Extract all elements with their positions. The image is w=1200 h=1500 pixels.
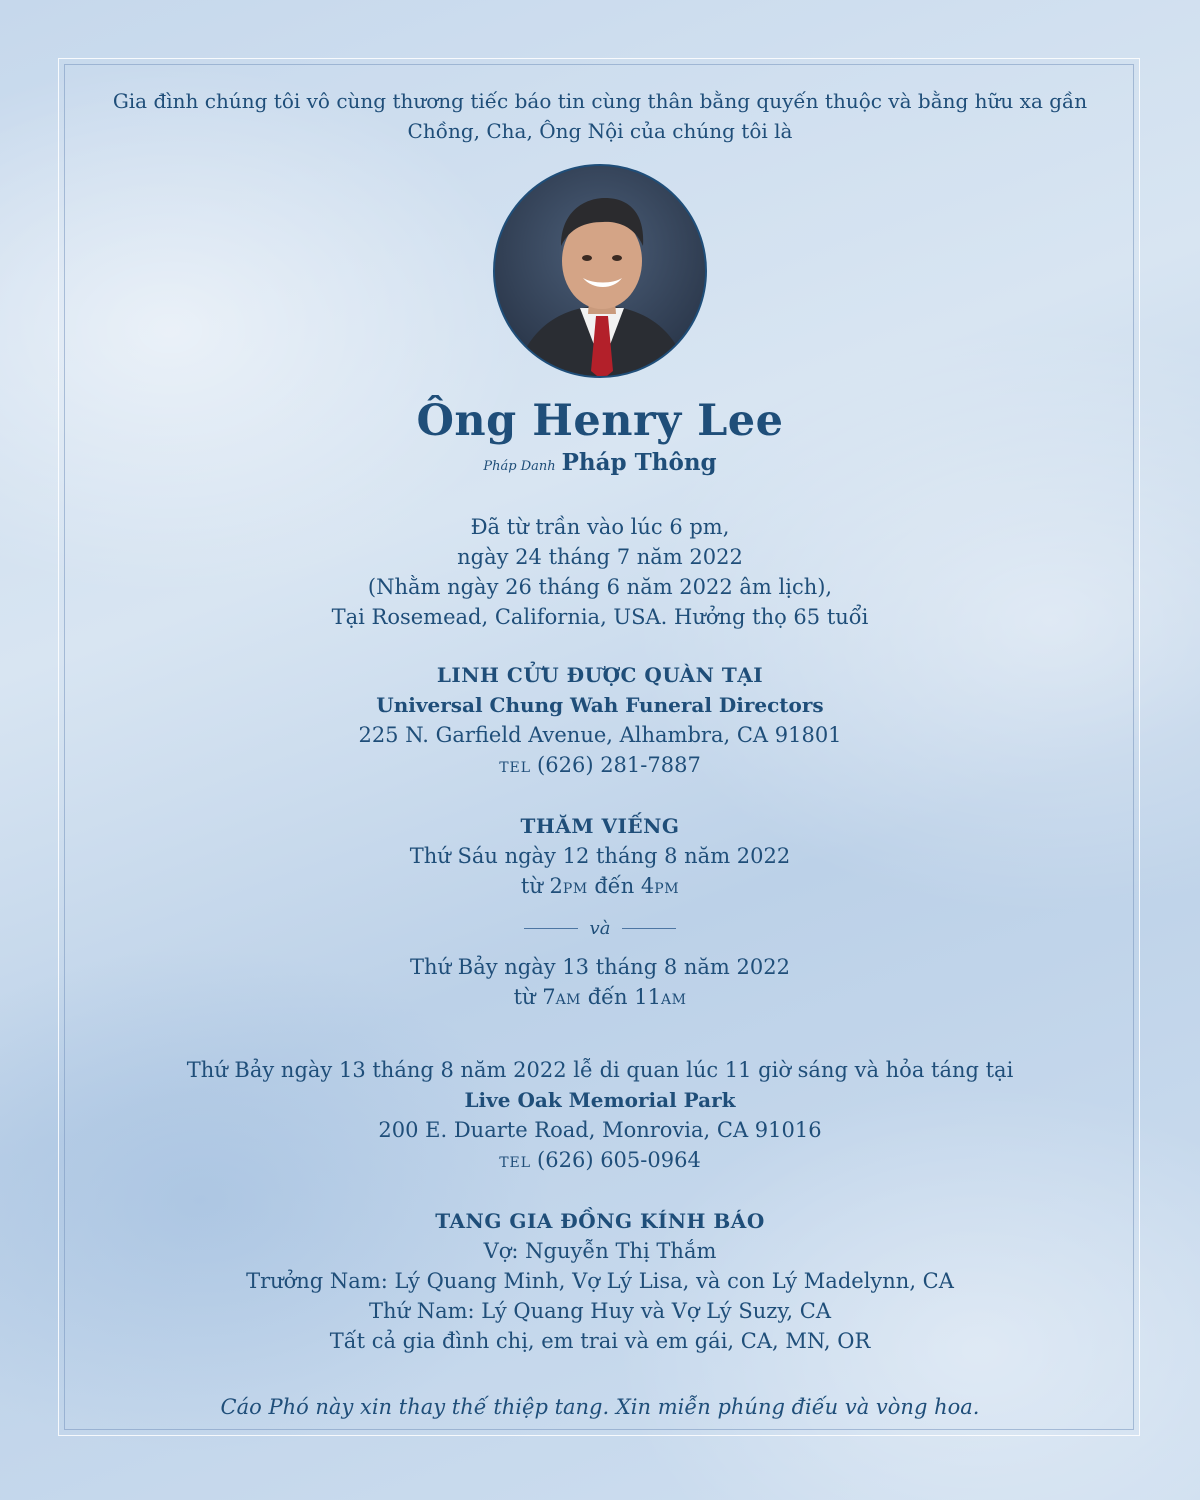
- visitation-day-2: Thứ Bảy ngày 13 tháng 8 năm 2022: [410, 955, 790, 979]
- cremation-tel-label: TEL: [499, 1155, 532, 1171]
- time-2-to-unit: AM: [660, 992, 687, 1008]
- dharma-name: [64, 448, 1136, 482]
- lying-in-state: [64, 660, 1136, 783]
- passing-line-4: Tại Rosemead, California, USA. Hưởng thọ 65 tuổi: [331, 605, 869, 629]
- visitation: [64, 811, 1136, 1015]
- passing-line-1: Đã từ trần vào lúc 6 pm,: [470, 515, 730, 539]
- family-announcement: [64, 1206, 1136, 1356]
- lying-address: 225 N. Garfield Avenue, Alhambra, CA 91801: [358, 723, 842, 747]
- time-1-to-unit: PM: [654, 881, 680, 897]
- family-member: Tất cả gia đình chị, em trai và em gái, CA, MN, OR: [329, 1329, 871, 1353]
- passing-line-2: ngày 24 tháng 7 năm 2022: [457, 545, 743, 569]
- closing-note: Cáo Phó này xin thay thế thiệp tang. Xin miễn phúng điếu và vòng hoa.: [220, 1395, 980, 1419]
- passing-line-3: (Nhằm ngày 26 tháng 6 năm 2022 âm lịch),: [367, 575, 833, 599]
- and-word: và: [589, 917, 611, 939]
- cremation: [64, 1055, 1136, 1178]
- visitation-time-2: [64, 982, 1136, 1015]
- family-heading: TANG GIA ĐỒNG KÍNH BÁO: [435, 1209, 765, 1233]
- time-1-from: từ 2: [520, 874, 563, 898]
- time-2-to: đến 11: [581, 985, 661, 1009]
- time-1-to: đến 4: [587, 874, 655, 898]
- and-separator: [64, 916, 1136, 940]
- time-2-from: từ 7: [513, 985, 556, 1009]
- portrait-illustration: [495, 166, 707, 378]
- cremation-venue: Live Oak Memorial Park: [464, 1088, 736, 1112]
- family-member: Thứ Nam: Lý Quang Huy và Vợ Lý Suzy, CA: [369, 1299, 831, 1323]
- cremation-text: Thứ Bảy ngày 13 tháng 8 năm 2022 lễ di quan lúc 11 giờ sáng và hỏa táng tại: [186, 1058, 1014, 1082]
- obituary-content: [64, 86, 1136, 1422]
- intro: [64, 86, 1136, 146]
- family-member: Vợ: Nguyễn Thị Thắm: [483, 1239, 717, 1263]
- cremation-phone: [64, 1145, 1136, 1178]
- cremation-tel-number: (626) 605-0964: [537, 1148, 701, 1172]
- time-2-from-unit: AM: [555, 992, 582, 1008]
- lying-heading: LINH CỬU ĐƯỢC QUÀN TẠI: [436, 663, 764, 687]
- dharma-value: Pháp Thông: [561, 449, 717, 476]
- intro-line-1: Gia đình chúng tôi vô cùng thương tiếc báo tin cùng thân bằng quyến thuộc và bằng hữu xa gần: [112, 89, 1088, 113]
- lying-venue: Universal Chung Wah Funeral Directors: [376, 693, 824, 717]
- visitation-heading: THĂM VIẾNG: [520, 814, 680, 838]
- lying-phone: [64, 750, 1136, 783]
- dharma-label: Pháp Danh: [483, 459, 556, 474]
- intro-line-2: Chồng, Cha, Ông Nội của chúng tôi là: [407, 119, 793, 143]
- visitation-day-1: Thứ Sáu ngày 12 tháng 8 năm 2022: [409, 844, 791, 868]
- visitation-time-1: [64, 871, 1136, 904]
- cremation-address: 200 E. Duarte Road, Monrovia, CA 91016: [378, 1118, 822, 1142]
- deceased-name: Ông Henry Lee: [416, 396, 784, 446]
- passing-details: [64, 512, 1136, 632]
- separator-rule-left: [524, 928, 578, 929]
- family-member: Trưởng Nam: Lý Quang Minh, Vợ Lý Lisa, và con Lý Madelynn, CA: [246, 1269, 954, 1293]
- lying-tel-label: TEL: [499, 760, 532, 776]
- lying-tel-number: (626) 281-7887: [537, 753, 701, 777]
- time-1-from-unit: PM: [562, 881, 588, 897]
- portrait-photo: [493, 164, 707, 378]
- separator-rule-right: [622, 928, 676, 929]
